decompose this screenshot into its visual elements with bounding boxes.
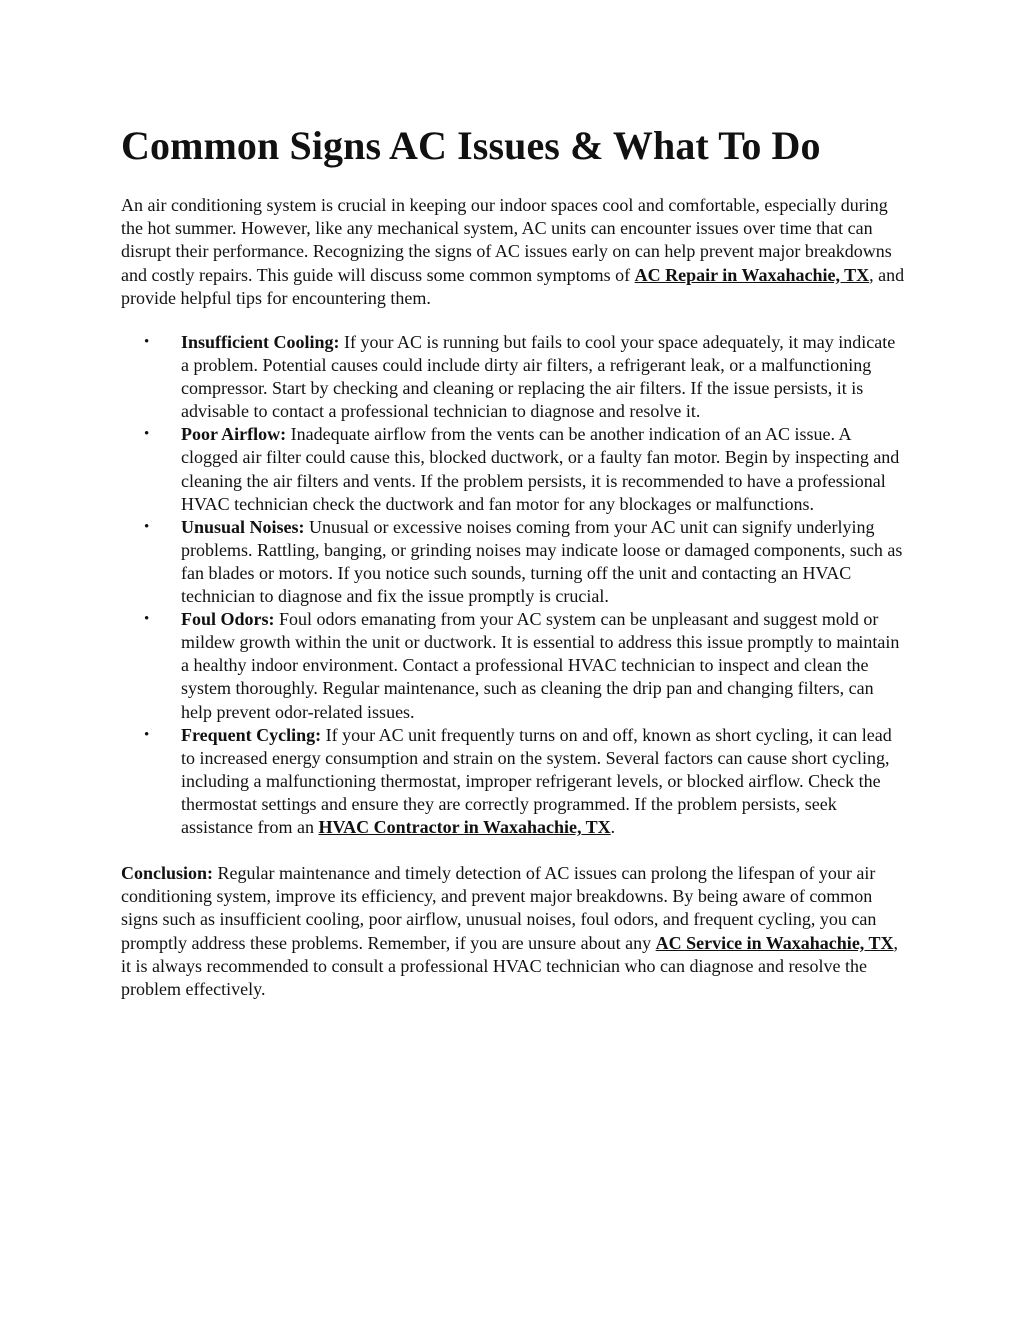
item-text: If your AC is running but fails to cool your space adequately, it may indicate a problem. Potential causes could include dirty air filters, a refrigerant leak, or a malfunctioning compressor. Start by checking and cleaning or replacing the air filters. If the issue persists, it is advisable to contact a professional technician to diagnose and resolve it. — [181, 332, 896, 422]
item-term: Unusual Noises: — [181, 516, 305, 537]
bullet-icon: • — [144, 426, 150, 443]
list-item-frequent-cycling — [121, 724, 907, 839]
bullet-icon: • — [144, 334, 150, 351]
item-term: Poor Airflow: — [181, 424, 287, 445]
item-text: If your AC unit frequently turns on and off, known as short cycling, it can lead to increased energy consumption and strain on the system. Several factors can cause short cycling, including a malfunctioning thermostat, improper refrigerant levels, or blocked airflow. Check the thermostat settings and ensure they are correctly programmed. If the problem persists, seek assistance from an — [181, 724, 892, 837]
document-page — [121, 118, 907, 1001]
item-term: Frequent Cycling: — [181, 724, 322, 745]
intro-text-end: , and provide helpful tips for encountering them. — [121, 264, 905, 308]
page-title: Common Signs AC Issues & What To Do — [121, 123, 821, 168]
list-item-poor-airflow — [121, 423, 907, 515]
list-item-foul-odors — [121, 608, 907, 723]
conclusion-text-end: , it is always recommended to consult a professional HVAC technician who can diagnose and resolve the problem effectively. — [121, 932, 898, 1000]
hvac-contractor-link[interactable]: HVAC Contractor in Waxahachie, TX — [318, 816, 611, 837]
conclusion-text: Regular maintenance and timely detection of AC issues can prolong the lifespan of your air conditioning system, improve its efficiency, and prevent major breakdowns. By being aware of common signs such as insufficient cooling, poor airflow, unusual noises, foul odors, and frequent cycling, you can promptly address these problems. Remember, if you are unsure about any — [121, 863, 877, 953]
conclusion-paragraph — [121, 862, 907, 1001]
item-term: Insufficient Cooling: — [181, 332, 340, 353]
item-text: Foul odors emanating from your AC system can be unpleasant and suggest mold or mildew growth within the unit or ductwork. It is essential to address this issue promptly to maintain a healthy indoor environment. Contact a professional HVAC technician to inspect and clean the system thoroughly. Regular maintenance, such as cleaning the drip pan and changing filters, can help prevent odor-related issues. — [181, 609, 900, 722]
item-term: Foul Odors: — [181, 609, 275, 630]
list-item-insufficient-cooling — [121, 331, 907, 423]
intro-paragraph — [121, 194, 907, 310]
conclusion-label: Conclusion: — [121, 863, 214, 884]
item-text: Inadequate airflow from the vents can be another indication of an AC issue. A clogged air filter could cause this, blocked ductwork, or a faulty fan motor. Begin by inspecting and cleaning the air filters and vents. If the problem persists, it is recommended to have a professional HVAC technician check the ductwork and fan motor for any blockages or malfunctions. — [181, 424, 900, 514]
item-text-end: . — [610, 816, 616, 837]
intro-text: An air conditioning system is crucial in keeping our indoor spaces cool and comfortable, especially during the hot summer. However, like any mechanical system, AC units can encounter issues over time that can disrupt their performance. Recognizing the signs of AC issues early on can help prevent major breakdowns and costly repairs. This guide will discuss some common symptoms of — [121, 195, 892, 285]
list-item-unusual-noises — [121, 516, 907, 608]
bullet-icon: • — [144, 726, 150, 743]
ac-repair-link[interactable]: AC Repair in Waxahachie, TX — [634, 264, 870, 285]
bullet-icon: • — [144, 518, 150, 535]
signs-list — [121, 331, 907, 839]
ac-service-link[interactable]: AC Service in Waxahachie, TX — [655, 932, 894, 953]
item-text: Unusual or excessive noises coming from your AC unit can signify underlying problems. Rattling, banging, or grinding noises may indicate loose or damaged components, such as fan blades or motors. If you notice such sounds, turning off the unit and contacting an HVAC technician to diagnose and fix the issue promptly is crucial. — [181, 516, 903, 607]
bullet-icon: • — [144, 611, 150, 628]
